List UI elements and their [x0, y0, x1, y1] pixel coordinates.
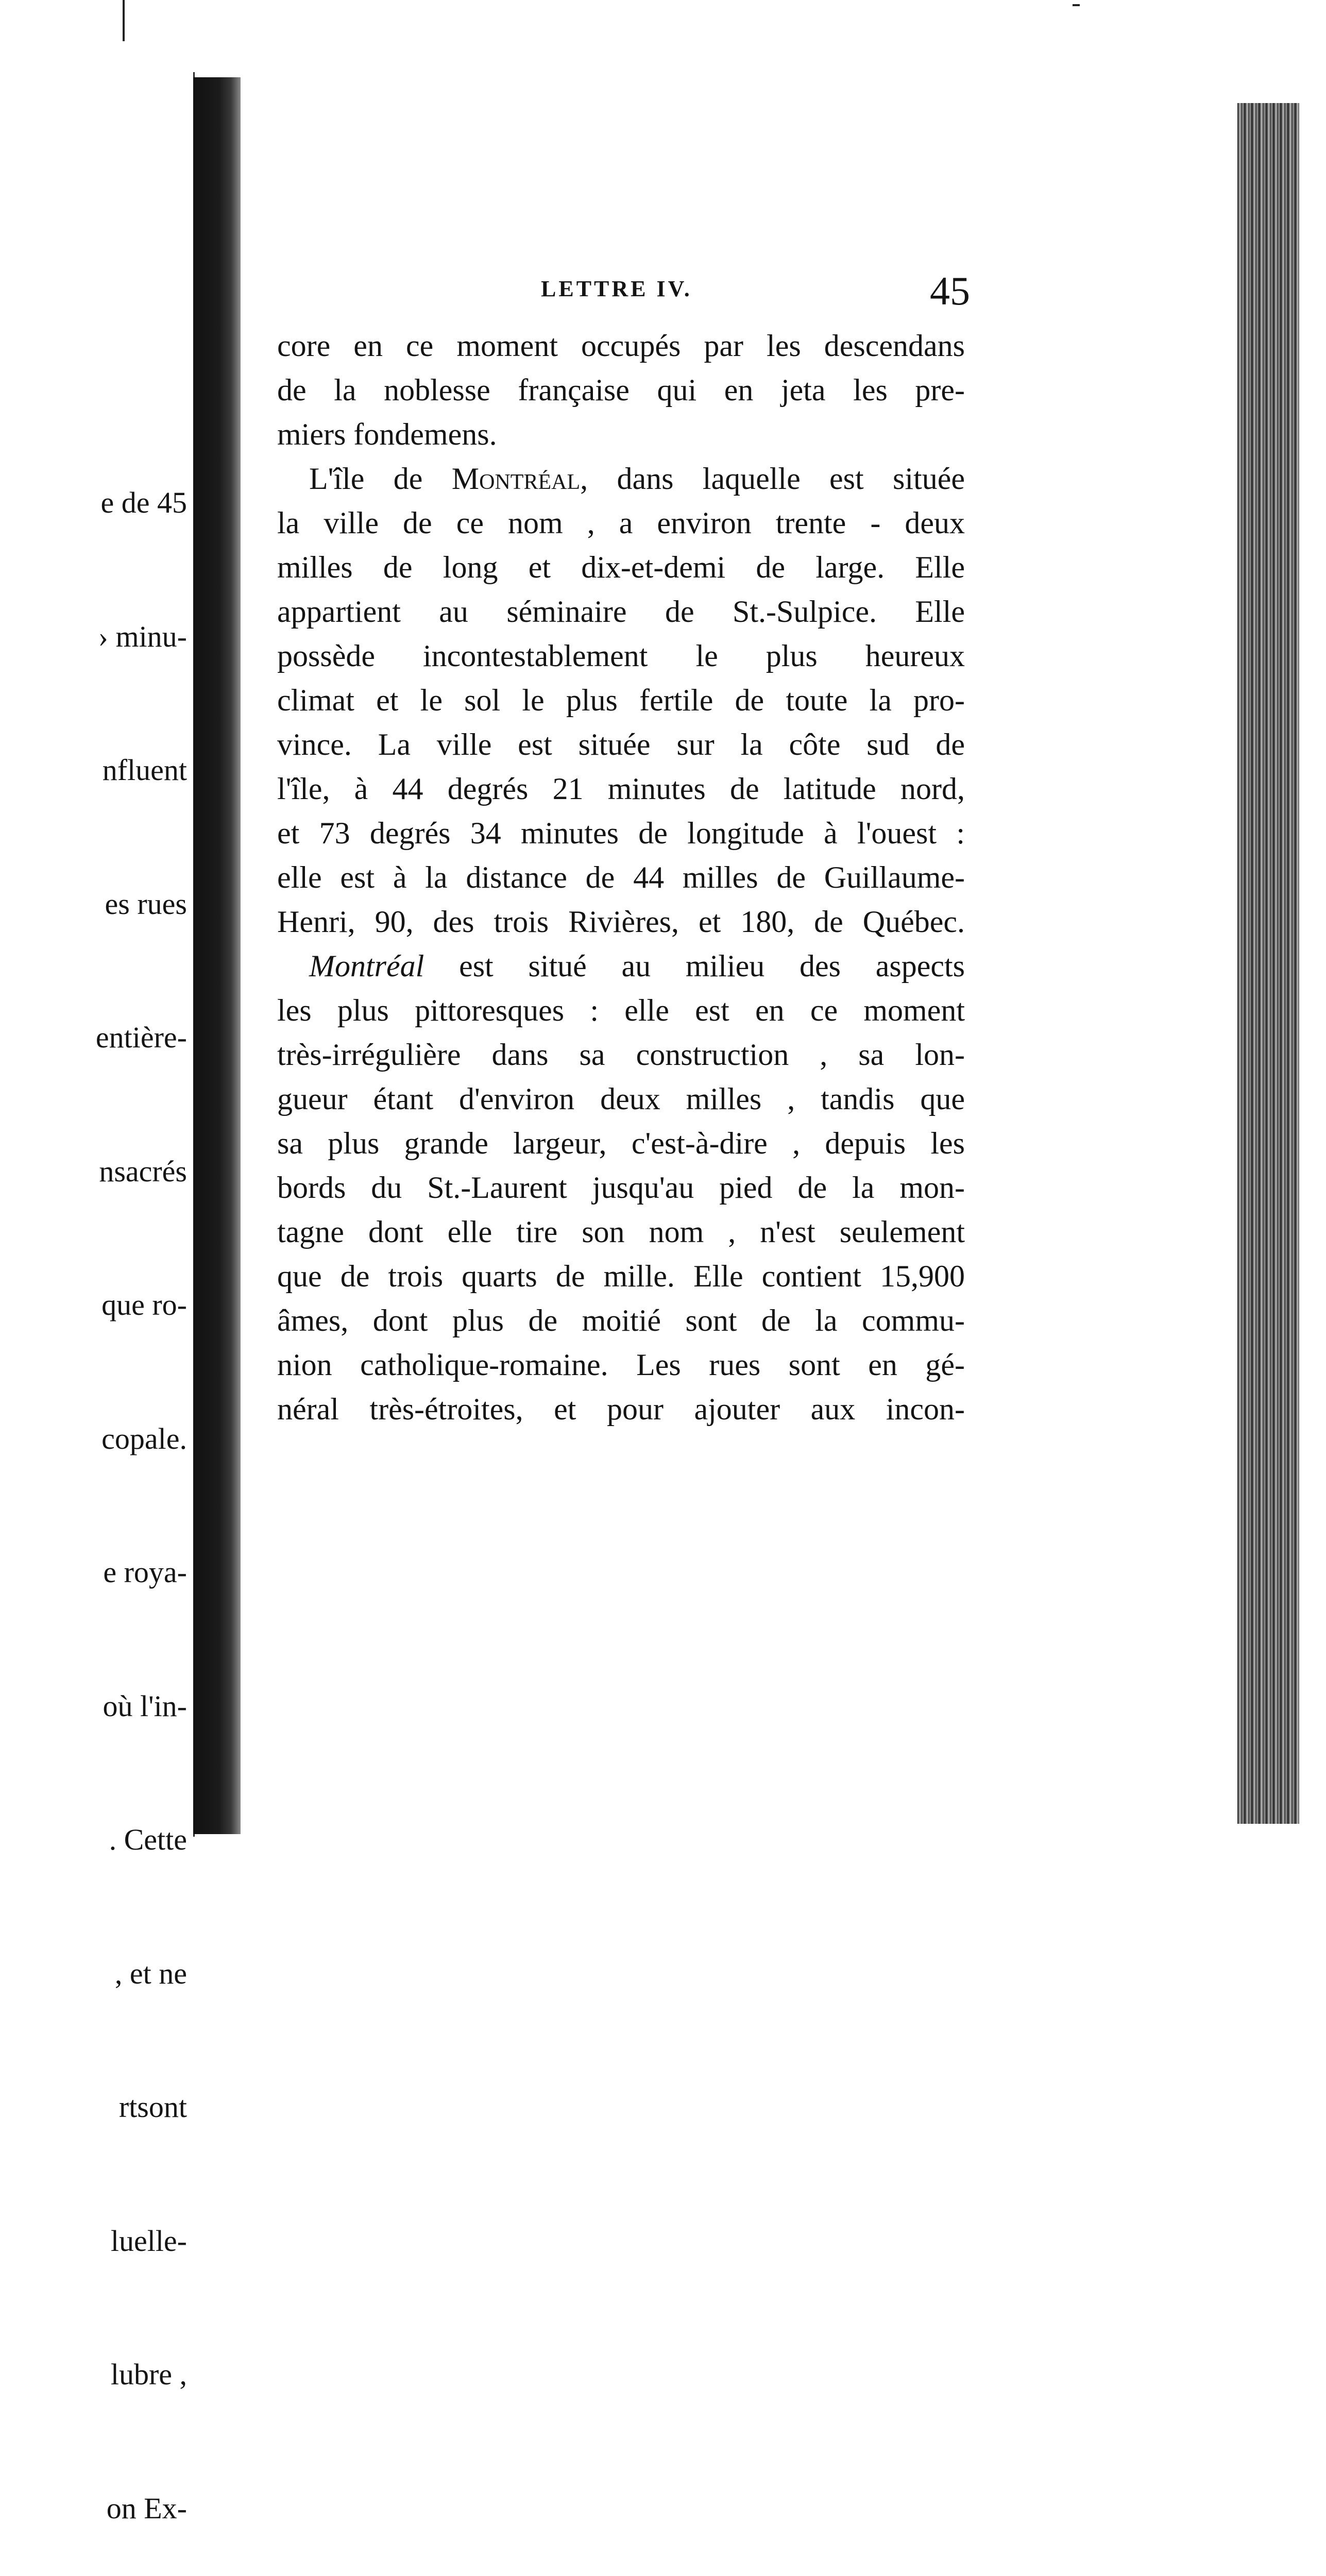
text-line: core en ce moment occupés par les descendans	[277, 329, 965, 363]
text-line: Henri, 90, des trois Rivières, et 180, de Québec.	[277, 905, 965, 939]
text-line: néral très-étroites, et pour ajouter aux incon-	[277, 1392, 965, 1426]
facing-line: entière-	[95, 1021, 187, 1054]
running-head: LETTRE IV.	[541, 276, 692, 301]
facing-line: lubre ,	[110, 2358, 187, 2391]
scan-mark	[123, 0, 125, 41]
facing-line: rtsont	[118, 2090, 187, 2124]
text-line: gueur étant d'environ deux milles , tandis que	[277, 1082, 965, 1116]
text-line: âmes, dont plus de moitié sont de la commu-	[277, 1303, 965, 1337]
facing-page	[0, 72, 195, 2525]
facing-line: es rues	[105, 887, 187, 921]
text-line: milles de long et dix-et-demi de large. Elle	[277, 550, 965, 584]
facing-line: nfluent	[102, 753, 187, 787]
page-number: 45	[930, 268, 970, 313]
paragraph-start-line	[277, 456, 965, 501]
text-line: vince. La ville est située sur la côte sud de	[277, 727, 965, 761]
place-name: Montréal	[309, 949, 424, 983]
facing-line: e roya-	[103, 1555, 187, 1589]
facing-line: où l'in-	[103, 1689, 187, 1723]
scan-mark	[1073, 4, 1080, 6]
facing-line: on Ex-	[106, 2491, 187, 2525]
text-line: et 73 degrés 34 minutes de longitude à l'ouest :	[277, 816, 965, 850]
text-line: sa plus grande largeur, c'est-à-dire , depuis les	[277, 1126, 965, 1160]
text-line: miers fondemens.	[277, 417, 497, 451]
facing-line: › minu-	[98, 619, 187, 653]
place-name: Montréal	[451, 462, 581, 496]
text-line: appartient au séminaire de St.-Sulpice. Elle	[277, 595, 965, 629]
text-line: la ville de ce nom , a environ trente - deux	[277, 506, 965, 540]
text-line: très-irrégulière dans sa construction , sa lon-	[277, 1038, 965, 1072]
text-line: possède incontestablement le plus heureux	[277, 639, 965, 673]
text-line: elle est à la distance de 44 milles de Guillaume-	[277, 860, 965, 894]
book-gutter-shadow	[193, 77, 241, 1834]
body-text	[277, 324, 965, 1431]
text-line: les plus pittoresques : elle est en ce moment	[277, 993, 965, 1027]
facing-line: . Cette	[109, 1823, 187, 1856]
text-line: que de trois quarts de mille. Elle contient 15,900	[277, 1259, 965, 1293]
facing-line: e de 45	[100, 486, 187, 519]
facing-page-text	[96, 392, 187, 2576]
text-line: nion catholique-romaine. Les rues sont en gé-	[277, 1348, 965, 1382]
facing-line: , et ne	[114, 1956, 187, 1990]
text-fragment: , dans laquelle est située	[580, 462, 965, 496]
text-fragment: est situé au milieu des aspects	[424, 949, 965, 983]
text-line: tagne dont elle tire son nom , n'est seulement	[277, 1215, 965, 1249]
text-line: climat et le sol le plus fertile de toute la pro-	[277, 683, 965, 717]
text-line: bords du St.-Laurent jusqu'au pied de la mon-	[277, 1171, 965, 1205]
text-line: de la noblesse française qui en jeta les pre-	[277, 373, 965, 407]
facing-line: que ro-	[101, 1288, 187, 1321]
text-line: l'île, à 44 degrés 21 minutes de latitude nord,	[277, 772, 965, 806]
text-fragment: L'île de	[309, 462, 452, 496]
facing-line: luelle-	[110, 2224, 187, 2258]
facing-line: nsacrés	[99, 1154, 187, 1188]
facing-line: copale.	[101, 1421, 187, 1455]
page-edges	[1237, 103, 1299, 1824]
paragraph-start-line	[277, 944, 965, 988]
